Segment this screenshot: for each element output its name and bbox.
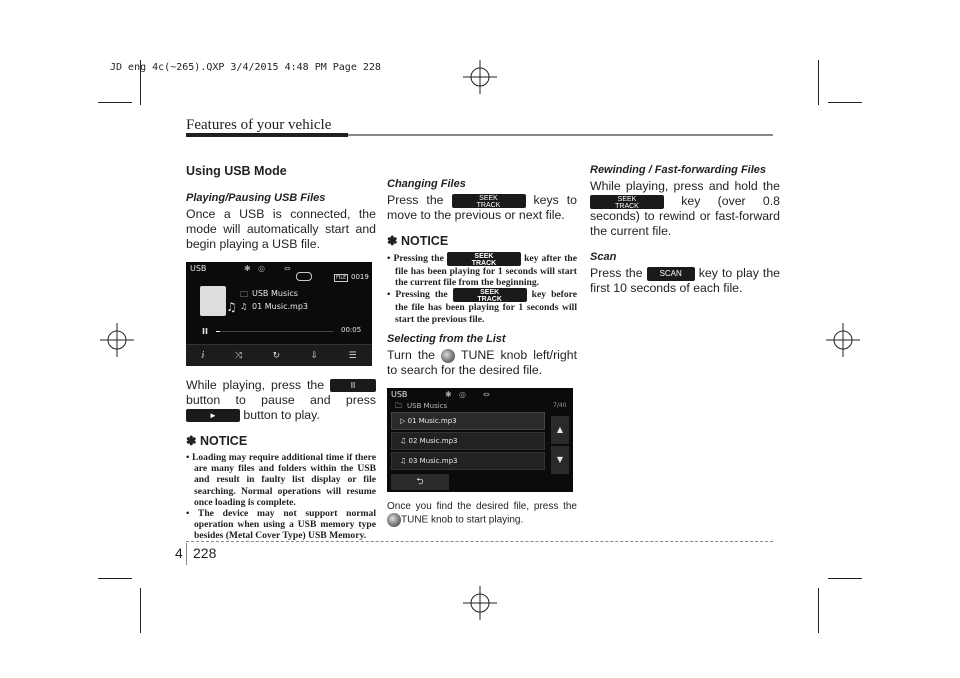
back-button[interactable]: ⮌ xyxy=(391,474,449,490)
column-3 xyxy=(590,164,780,306)
notice-title: ✽ NOTICE xyxy=(387,234,449,248)
seek-track-button: SEEK TRACK xyxy=(590,195,664,209)
notice-title: ✽ NOTICE xyxy=(186,434,248,448)
subsection-title: Scan xyxy=(590,251,617,263)
list-item[interactable]: ♫ 02 Music.mp3 xyxy=(391,432,545,450)
header-rule xyxy=(186,133,348,137)
paragraph: Press the SCAN key to play the first 10 seconds of each file. xyxy=(590,266,781,295)
notice-list xyxy=(387,252,577,325)
play-icon: ▷ xyxy=(400,416,406,425)
crop-mark xyxy=(818,588,819,633)
subsection-title: Rewinding / Fast-forwarding Files xyxy=(590,164,767,176)
bluetooth-icon: ✱ xyxy=(244,264,251,273)
track-note-icon: ♫ xyxy=(240,302,248,311)
play-button: ► xyxy=(186,409,240,422)
screen-source-label: USB xyxy=(391,389,408,399)
seek-track-button: SEEK TRACK xyxy=(447,252,521,266)
caption: Once you find the desired file, press the TUNE knob to start playing. xyxy=(387,500,577,526)
notice-item: • Pressing the SEEK TRACK key after the file has been playing for 1 seconds will start the current file from the beginning. xyxy=(387,253,577,289)
settings-icon: ◎ xyxy=(459,389,466,399)
elapsed-time: 00:05 xyxy=(341,326,362,334)
bluetooth-icon: ✱ xyxy=(445,389,452,399)
folder-name: USB Musics xyxy=(407,401,448,410)
usb-icon: ⇔ xyxy=(284,264,291,273)
file-badge: FILE xyxy=(336,275,347,281)
scroll-up-button[interactable]: ▲ xyxy=(551,416,569,444)
file-count: 0019 xyxy=(351,273,369,281)
seek-track-button: SEEK TRACK xyxy=(453,288,527,302)
music-note-icon: ♫ xyxy=(226,300,237,314)
crop-mark xyxy=(98,102,132,103)
subsection-title: Selecting from the List xyxy=(387,332,506,345)
music-note-icon: ♫ xyxy=(400,436,407,445)
column-1 xyxy=(186,164,376,550)
notice-list xyxy=(186,452,376,542)
control-bar xyxy=(186,344,372,366)
notice-item: • The device may not support normal operation when using a USB memory type besides (Metal Cover Type) USB Memory. xyxy=(186,508,376,542)
footer-rule xyxy=(186,541,773,542)
list-icon[interactable]: ☰ xyxy=(348,351,357,361)
repeat-icon[interactable]: ↻ xyxy=(272,351,281,361)
usb-icon: ⇔ xyxy=(483,389,490,399)
subsection-title: Changing Files xyxy=(387,178,466,190)
print-slug: JD eng 4c(~265).QXP 3/4/2015 4:48 PM Page 228 xyxy=(110,62,381,73)
section-title: Using USB Mode xyxy=(186,164,287,178)
folder-icon: 🗀 xyxy=(240,290,248,299)
settings-icon: ◎ xyxy=(258,264,265,273)
copy-icon[interactable]: ⇩ xyxy=(310,351,319,361)
paragraph: Once a USB is connected, the mode will automatically start and begin playing a USB file. xyxy=(186,207,376,251)
screen-source-label: USB xyxy=(190,264,207,273)
list-item[interactable]: ▷ 01 Music.mp3 xyxy=(391,412,545,430)
section-number: 4 xyxy=(175,545,183,561)
footer-divider xyxy=(186,543,187,565)
tune-knob-icon xyxy=(441,349,455,363)
seek-track-button: SEEK TRACK xyxy=(452,194,526,208)
pause-button: II xyxy=(330,379,376,392)
paragraph: Press the SEEK TRACK keys to move to the previous or next file. xyxy=(387,193,577,222)
notice-item: • Pressing the SEEK TRACK key before the file has been playing for 1 seconds will start the previous file. xyxy=(387,289,577,325)
tune-knob-icon xyxy=(387,513,401,527)
header-rule xyxy=(348,134,773,136)
registration-mark-icon xyxy=(826,323,860,357)
paragraph: Turn the TUNE knob left/right to search for the desired file. xyxy=(387,347,578,377)
scan-button: SCAN xyxy=(647,267,695,281)
repeat-mode-icon xyxy=(296,272,312,281)
notice-item: • Loading may require additional time if there are many files and folders within the USB and result in faulty list display or file searching. Normal operations will resume once loading is complete. xyxy=(186,452,376,508)
info-icon[interactable]: ⅈ xyxy=(201,351,205,361)
music-note-icon: ♫ xyxy=(400,456,407,465)
column-2 xyxy=(387,178,577,537)
list-item[interactable]: ♫ 03 Music.mp3 xyxy=(391,452,545,470)
folder-icon: 🗀 xyxy=(395,401,402,410)
crop-mark xyxy=(140,588,141,633)
usb-playback-screen xyxy=(186,262,372,366)
registration-mark-icon xyxy=(463,586,497,620)
page-header: Features of your vehicle xyxy=(186,117,332,133)
folder-name: USB Musics xyxy=(252,289,298,298)
registration-mark-icon xyxy=(463,60,497,94)
shuffle-icon[interactable]: ⤨ xyxy=(234,351,243,361)
pause-status-icon: II xyxy=(202,327,208,336)
paragraph: While playing, press and hold the SEEK TRACK key (over 0.8 seconds) to rewind or fast-forward the current file. xyxy=(590,179,780,238)
crop-mark xyxy=(818,60,819,105)
registration-mark-icon xyxy=(100,323,134,357)
paragraph: While playing, press the II button to pause and press ► button to play. xyxy=(186,378,376,422)
progress-bar xyxy=(216,331,334,332)
track-name: 01 Music.mp3 xyxy=(252,302,308,311)
crop-mark xyxy=(98,578,132,579)
crop-mark xyxy=(828,102,862,103)
scroll-down-button[interactable]: ▼ xyxy=(551,446,569,474)
list-count: 7/40 xyxy=(553,401,567,409)
subsection-title: Playing/Pausing USB Files xyxy=(186,192,326,204)
usb-drive-icon xyxy=(200,286,226,316)
crop-mark xyxy=(828,578,862,579)
usb-list-screen xyxy=(387,388,573,492)
page-number: 228 xyxy=(193,545,217,561)
